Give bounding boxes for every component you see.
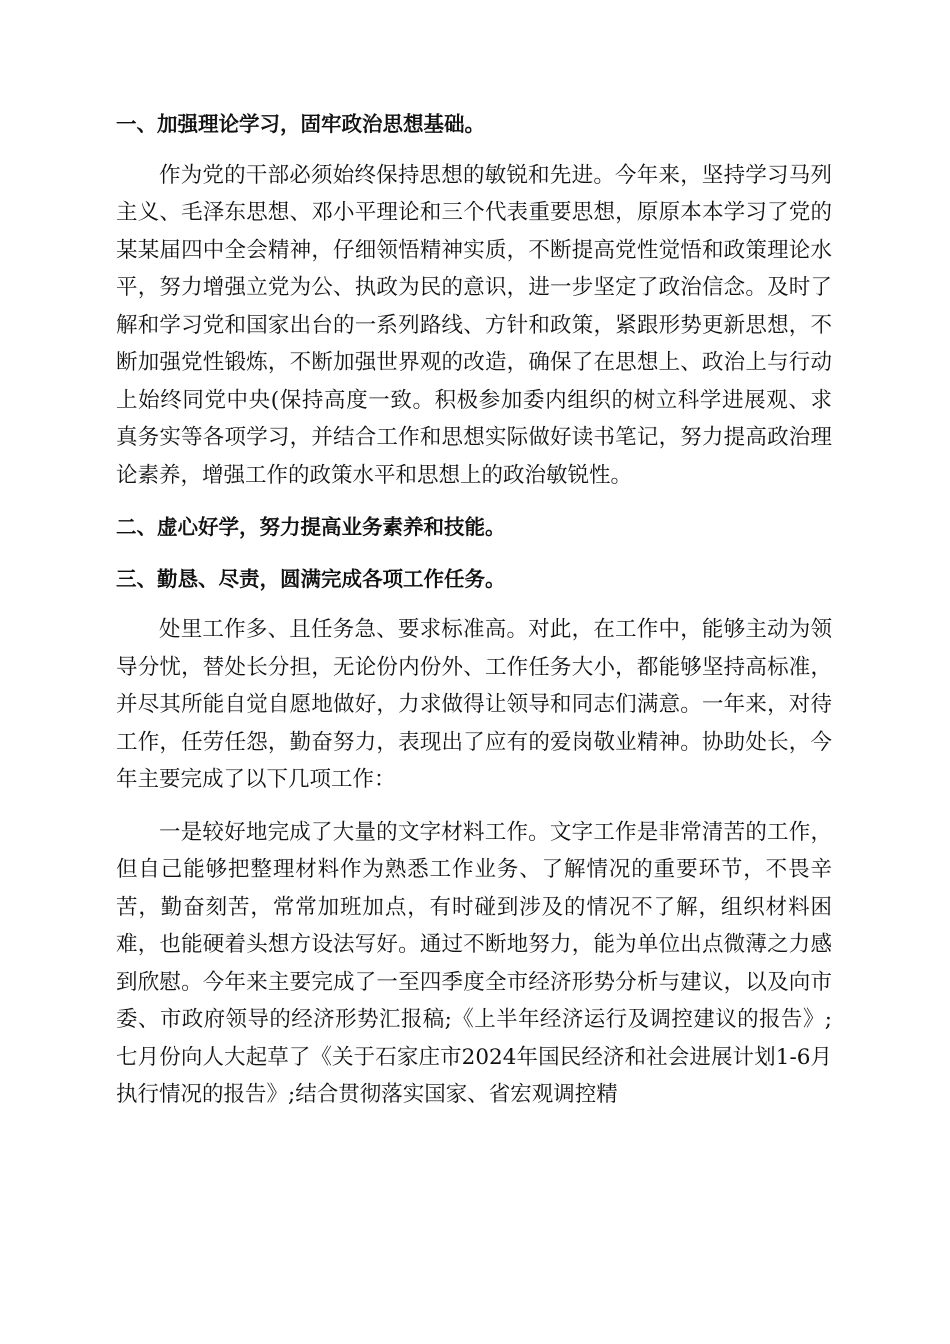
section-heading-3: 三、勤恳、尽责，圆满完成各项工作任务。 (116, 566, 506, 591)
paragraph-work-duties: 处里工作多、且任务急、要求标准高。对此，在工作中，能够主动为领导分忧，替处长分担，无论份内份外、工作任务大小，都能够坚持高标准，并尽其所能自觉自愿地做好，力求做得让领导和同志们满意。一年来，对待工作，任劳任怨，勤奋努力，表现出了应有的爱岗敬业精神。协助处长，今年主要完成了以下几项工作： (116, 617, 832, 792)
paragraph-theory-study: 作为党的干部必须始终保持思想的敏锐和先进。今年来，坚持学习马列主义、毛泽东思想、邓小平理论和三个代表重要思想，原原本本学习了党的某某届四中全会精神，仔细领悟精神实质，不断提高党性觉悟和政策理论水平，努力增强立党为公、执政为民的意识，进一步坚定了政治信念。及时了解和学习党和国家出台的一系列路线、方针和政策，紧跟形势更新思想，不断加强党性锻炼，不断加强世界观的改造，确保了在思想上、政治上与行动上始终同党中央(保持高度一致。积极参加委内组织的树立科学进展观、求真务实等各项学习，并结合工作和思想实际做好读书笔记，努力提高政治理论素养，增强工作的政策水平和思想上的政治敏锐性。 (116, 162, 832, 488)
section-heading-1: 一、加强理论学习，固牢政治思想基础。 (116, 112, 485, 136)
paragraph-writing-work: 一是较好地完成了大量的文字材料工作。文字工作是非常清苦的工作，但自己能够把整理材料作为熟悉工作业务、了解情况的重要环节，不畏辛苦，勤奋刻苦，常常加班加点，有时碰到涉及的情况不了解，组织材料困难，也能硬着头想方设法写好。通过不断地努力，能为单位出点微薄之力感到欣慰。今年来主要完成了一至四季度全市经济形势分析与建议，以及向市委、市政府领导的经济形势汇报稿;《上半年经济运行及调控建议的报告》;七月份向人大起草了《关于石家庄市2024年国民经济和社会进展计划1-6月执行情况的报告》;结合贯彻落实国家、省宏观调控精 (116, 819, 832, 1107)
document-page (116, 106, 832, 1114)
section-heading-2: 二、虚心好学，努力提高业务素养和技能。 (116, 515, 506, 539)
